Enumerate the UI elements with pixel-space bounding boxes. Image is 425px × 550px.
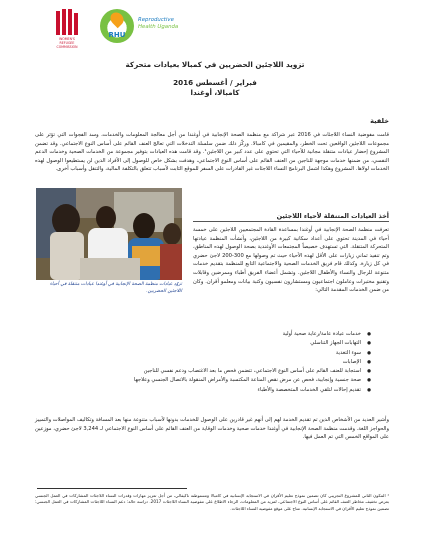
clinics-heading: أخذ العيادات المتنقلة لأحياء اللاجئين [276, 212, 389, 220]
rhu-abbreviation: RHU [108, 31, 126, 39]
list-item: ● صحة جنسية وإنجابية، فحص عن مرض نقص المناعة المكتسبة والأمراض المنقولة بالاتصال الجنسي وعلاجها [51, 376, 371, 385]
womens-refugee-commission-logo [54, 9, 80, 51]
clinic-photo-illustration [36, 188, 182, 280]
list-item: ● سوء التغذية [51, 349, 371, 358]
rhu-logo [100, 9, 190, 47]
rhu-name [138, 17, 198, 31]
services-list [51, 330, 371, 395]
footnote-rule [37, 488, 187, 489]
document-location: كامبالا، أوغندا [190, 88, 240, 97]
list-item: ● خدمات عيادة عامة/رعاية صحية أولية [51, 330, 371, 339]
list-item: ● تقديم إحالات لتلقي الخدمات المتخصصة والأطباء [51, 386, 371, 395]
document-date: فبراير / أغسطس 2016 [173, 78, 257, 87]
list-item: ● استجابة للعنف القائم على أساس النوع الاجتماعي، تتضمن فحص ما بعد الاغتصاب ودعم نفسي للناجين [51, 367, 371, 376]
document-title: تزويد اللاجئين الحضريين في كمبالا بعيادات متحركة [125, 60, 305, 69]
background-paragraph: قامت مفوضية النساء اللاجئات في 2016 عبر شراكة مع منظمة الصحة الإنجابية في أوغندا من أجل معالجة المعلومات والخدمات، وسد الفجوات التي تؤثر على مجموعات اللاجئين الواقعين تحت الخطر، والمقيمين في كامبالا. وركّز ذلك ضمن سلسلة التدخلات التي تعالج العنف القائم على أساس النوع الاجتماعي. وقد تضمن المشروع إحضار عيادات متنقلة مجانية للأحياء التي تحتوي على عدد كبير من اللاجئين¹. وقد قامت هذه العيادات بتوفير مجموعة من الخدمات الصحية وخدمات الدعم النفسي، من ضمنها خدمات موجهة للناجين من العنف القائم على أساس النوع الاجتماعي، وهدفت بشكل خاص للوصول إلى الأفراد الذين لن يستطيعوا الوصول لهذه الخدمات لولاها. المشروع وهكذا اشمل البرنامج النساء اللاجئات غير القادرات على السفر للموقع الثابت لأسباب تتعلق بالتكلفة المالية، والتنقل وأسباب أخرى. [35, 132, 389, 173]
clinic-photo [36, 188, 182, 280]
logo-bars-icon [54, 9, 80, 35]
logo-caption: WOMEN'S REFUGEE COMMISSION [56, 37, 78, 49]
clinics-paragraph: تعرفت منظمة الصحة الإنجابية في أوغندا بمساعدة القادة المجتمعيين اللاجئين على خمسة أحياء في المدينة تحتوي على أعداد سكانية كبيرة من اللاجئين، وأنشأت المنظمة عيادتها المتحركة المتنقلة. التي تستهدف خصيصاً المجتمعات الأوغندية بصحة الوصول لهذه المناطق، وتم تنفيذ ثماني زيارات على الأقل لهذه الأحياء حيث تم وصولها مع 300-200 لاجئ حضري في كل زيارة. وكذلك قام فريق الخدمات الصحية والاجتماعية التابع للمنظمة بتقديم خدمات متنوعة للرجال والنساء والأطفال اللاجئين. وتشمل أعضاء الفريق أطباء وممرضين وقابلات وتقنيو مختبرات وعاملون اجتماعيون ومستشارون نفسيون وكتبة بيانات ومعلمو أقران. وكان من ضمن الخدمات المقدمة التالي: [193, 227, 389, 294]
list-item: ● التهابات الجهاز التناسلي [51, 339, 371, 348]
photo-caption: تزوّد عيادات منظمة الصحة الإنجابية في أوغندا عيادات متنقلة في أحياء اللاجئين الحضريين. [49, 282, 182, 294]
list-item: ● الإصابات [51, 358, 371, 367]
closing-paragraph: وأشير العديد من الأشخاص الذين تم تقديم الخدمة لهم إلى أنهم غير قادرين على الوصول للخدمات بدونها لأسباب متنوعة منها بعد المسافة وتكاليف المواصلات والتمييز والحواجز اللغة. وقدمت منظمة الصحة الإنجابية في أوغندا خدمات صحية وخدمات الوقاية من العنف القائم على أساس النوع الاجتماعي لـ 3,244 لاجئ حضري، موزعين على المواقع الخمس التي تم العمل فيها. [35, 417, 389, 441]
rhu-name-line2: Health Uganda [138, 24, 179, 30]
footnote: ¹ المكون الثاني للمشروع التجريبي كان تضمين نموذج تعليم الأقران في الاستجابة الإنسانية في كامبالا ومستوطنة ناكيفالي، من أجل تعزيز مهارات وقدرات النساء اللاجئات المشاركات في العمل الجنسي بعرض تخفيف مخاطر العنف القائم على أساس النوع الاجتماعي، لمزيد من المعلومات، الرجاء الاطلاع على مفوضية النساء اللاجئات 2017. دراسة حالة: دعم النساء اللاجئات المشاركات في العمل الجنسي: تضمين نموذج تعليم الأقران في الاستجابة الإنسانية. متاح على موقع مفوضية النساء اللاجئات. [35, 493, 389, 511]
clinics-heading-rule [193, 221, 389, 222]
background-heading: خلفية [370, 117, 389, 125]
rhu-name-line1: Reproductive [138, 17, 174, 23]
